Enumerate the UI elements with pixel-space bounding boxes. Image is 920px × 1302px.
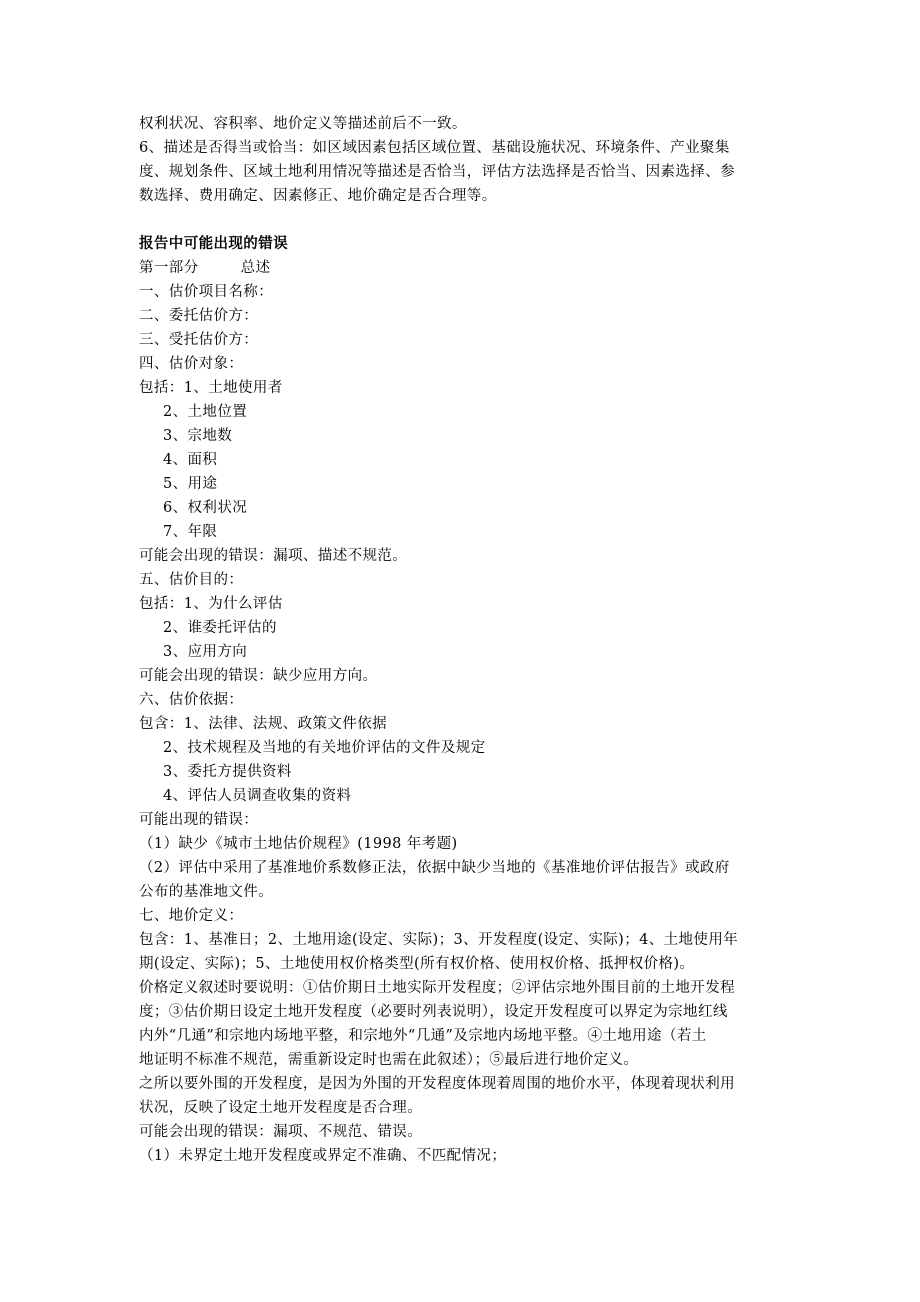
list-item: 3、应用方向 [163, 644, 248, 660]
list-item: 2、土地位置 [163, 404, 248, 420]
heading-item: 四、估价对象： [139, 356, 244, 372]
list-intro: 包括：1、土地使用者 [139, 380, 283, 396]
paragraph-line: 包含：1、基准日；2、土地用途(设定、实际)；3、开发程度(设定、实际)；4、土地使用年 [139, 932, 739, 948]
paragraph-line: 度、规划条件、区域土地利用情况等描述是否恰当，评估方法选择是否恰当、因素选择、参 [139, 164, 735, 180]
paragraph-line: 度；③估价期日设定土地开发程度（必要时列表说明），设定开发程度可以界定为宗地红线 [139, 1004, 728, 1020]
error-note: 可能出现的错误： [139, 812, 259, 828]
error-item: 公布的基准地文件。 [139, 884, 274, 900]
error-item: （2）评估中采用了基准地价系数修正法，依据中缺少当地的《基准地价评估报告》或政府 [139, 860, 730, 876]
heading-item: 五、估价目的： [139, 572, 244, 588]
list-item: 3、宗地数 [163, 428, 233, 444]
error-note: 可能会出现的错误：缺少应用方向。 [139, 668, 378, 684]
paragraph-line: 状况，反映了设定土地开发程度是否合理。 [139, 1100, 423, 1116]
list-intro: 包括：1、为什么评估 [139, 596, 283, 612]
paragraph-line: 地证明不标准不规范，需重新设定时也需在此叙述）；⑤最后进行地价定义。 [139, 1052, 639, 1068]
list-item: 6、权利状况 [163, 500, 248, 516]
error-item: （1）未界定土地开发程度或界定不准确、不匹配情况； [139, 1148, 507, 1164]
error-note: 可能会出现的错误：漏项、不规范、错误。 [139, 1124, 423, 1140]
paragraph-line: 价格定义叙述时要说明：①估价期日土地实际开发程度；②评估宗地外围目前的土地开发程 [139, 980, 735, 996]
part-heading [139, 258, 789, 278]
heading-item: 六、估价依据： [139, 692, 244, 708]
part-label: 第一部分 [139, 260, 199, 276]
heading-item: 二、委托估价方： [139, 308, 259, 324]
paragraph-line: 权利状况、容积率、地价定义等描述前后不一致。 [139, 116, 467, 132]
error-note: 可能会出现的错误：漏项、描述不规范。 [139, 548, 408, 564]
paragraph-line: 数选择、费用确定、因素修正、地价确定是否合理等。 [139, 188, 497, 204]
paragraph-line: 内外“几通”和宗地内场地平整，和宗地外“几通”及宗地内场地平整。④土地用途（若土 [139, 1028, 707, 1044]
heading-item: 一、估价项目名称： [139, 284, 274, 300]
paragraph-line: 之所以要外围的开发程度，是因为外围的开发程度体现着周围的地价水平，体现着现状利用 [139, 1076, 735, 1092]
paragraph-line: 6、描述是否得当或恰当：如区域因素包括区域位置、基础设施状况、环境条件、产业聚集 [139, 140, 730, 156]
heading-item: 三、受托估价方： [139, 332, 259, 348]
list-item: 4、面积 [163, 452, 218, 468]
heading-item: 七、地价定义： [139, 908, 244, 924]
list-item: 5、用途 [163, 476, 218, 492]
part-name: 总述 [240, 260, 271, 276]
section-title: 报告中可能出现的错误 [139, 236, 288, 252]
list-item: 2、谁委托评估的 [163, 620, 277, 636]
list-item: 7、年限 [163, 524, 218, 540]
list-intro: 包含：1、法律、法规、政策文件依据 [139, 716, 388, 732]
list-item: 2、技术规程及当地的有关地价评估的文件及规定 [163, 740, 486, 756]
error-item: （1）缺少《城市土地估价规程》(1998 年考题) [139, 836, 458, 852]
paragraph-line: 期(设定、实际)；5、土地使用权价格类型(所有权价格、使用权价格、抵押权价格)。 [139, 956, 695, 972]
list-item: 3、委托方提供资料 [163, 764, 292, 780]
list-item: 4、评估人员调查收集的资料 [163, 788, 352, 804]
